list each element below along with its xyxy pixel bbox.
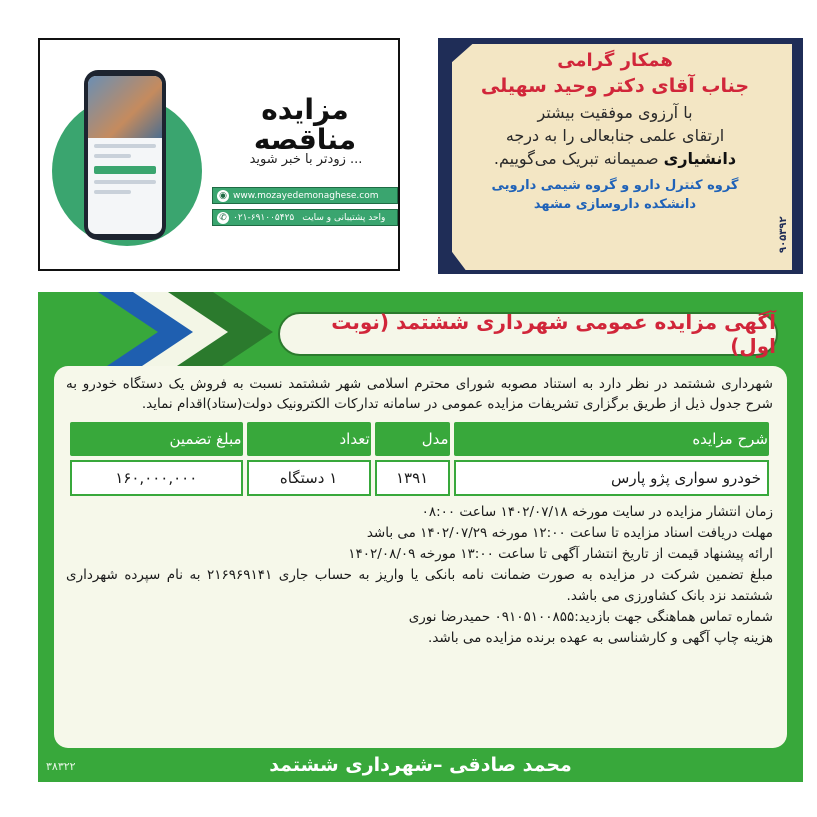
- chevron-decoration: [38, 292, 298, 372]
- congratulation-ad: [438, 38, 803, 274]
- phone-icon: ✆: [217, 212, 229, 224]
- wish-line: با آرزوی موفقیت بیشتر: [537, 103, 693, 122]
- notice-reference-code: ۳۸۳۲۲: [46, 760, 76, 773]
- cell-description: خودرو سواری پژو پارس: [454, 460, 769, 496]
- header-guarantee: مبلغ تضمین: [70, 422, 243, 456]
- greeting: همکار گرامی: [557, 50, 673, 71]
- mozayede-monaghese-ad[interactable]: [38, 38, 400, 271]
- brand-logo: [230, 95, 380, 155]
- header-model: مدل: [375, 422, 450, 456]
- notice-title: آگهی مزایده عمومی شهرداری ششتمد (نوبت اول): [278, 312, 778, 356]
- phone-row[interactable]: [212, 209, 398, 226]
- header-description: شرح مزایده: [454, 422, 769, 456]
- rank-word: دانشیاری: [663, 149, 737, 168]
- notice-body: [54, 366, 787, 748]
- promotion-line: ارتقای علمی جنابعالی را به درجه: [505, 126, 725, 145]
- auction-notice: [38, 292, 803, 782]
- phone-label: واحد پشتیبانی و سایت: [302, 212, 386, 223]
- tagline: زودتر با خبر شوید ...: [249, 152, 363, 167]
- info-bid-deadline: ارائه پیشنهاد قیمت از تاریخ انتشار آگهی تا ساعت ۱۳:۰۰ مورخه ۱۴۰۲/۰۸/۰۹: [348, 546, 773, 562]
- auction-items-table: [66, 418, 773, 500]
- recipient-name: جناب آقای دکتر وحید سهیلی: [480, 75, 750, 97]
- notice-intro: شهرداری ششتمد در نظر دارد به استناد مصوبه شورای محترم اسلامی شهر ششتمد نسبت به فروش یک دستگاه خودرو به شرح جدول ذیل از طریق برگزاری تشریفات مزایده عمومی در سامانه تدارکات الکترونیک دولت(ستاد)اقدام نماید.: [66, 376, 773, 412]
- logo-line-1: مزایده: [261, 93, 349, 126]
- signature-faculty: دانشکده داروسازی مشهد: [533, 197, 697, 212]
- cell-guarantee: ۱۶۰,۰۰۰,۰۰۰: [70, 460, 243, 496]
- table-header-row: [70, 422, 769, 456]
- notice-signature: محمد صادقی –شهرداری ششتمد: [269, 754, 572, 776]
- congrats-rest: صمیمانه تبریک می‌گوییم.: [493, 149, 664, 168]
- website-link[interactable]: www.mozayedemonaghese.com: [233, 190, 379, 201]
- logo-line-2: مناقصه: [253, 123, 357, 156]
- signature-groups: گروه کنترل دارو و گروه شیمی دارویی: [491, 178, 739, 193]
- cell-model: ۱۳۹۱: [375, 460, 450, 496]
- phone-number[interactable]: ۰۲۱-۶۹۱۰۰۵۴۲۵: [233, 212, 295, 223]
- table-row: [70, 460, 769, 496]
- globe-icon: ◉: [217, 190, 229, 202]
- info-costs: هزینه چاپ آگهی و کارشناسی به عهده برنده مزایده می باشد.: [428, 630, 773, 646]
- congrats-line: [470, 149, 760, 168]
- info-documents-deadline: مهلت دریافت اسناد مزایده تا ساعت ۱۲:۰۰ مورخه ۱۴۰۲/۰۷/۲۹ می باشد: [366, 525, 773, 541]
- info-contact: شماره تماس هماهنگی جهت بازدید:۰۹۱۰۵۱۰۰۸۵۵ حمیدرضا نوری: [408, 609, 773, 625]
- ad-reference-number: ۹۰۵۳۹۲: [778, 216, 789, 253]
- info-publish-time: زمان انتشار مزایده در سایت مورخه ۱۴۰۲/۰۷/۱۸ ساعت ۰۸:۰۰: [421, 504, 773, 520]
- info-guarantee-payment: مبلغ تضمین شرکت در مزایده به صورت ضمانت نامه بانکی یا واریز به حساب جاری ۲۱۶۹۶۹۱۴۱ به نام سپرده شهرداری ششتمد نزد بانک کشاورزی می باشد.: [66, 567, 773, 604]
- website-row[interactable]: [212, 187, 398, 204]
- header-quantity: تعداد: [247, 422, 371, 456]
- cell-quantity: ۱ دستگاه: [247, 460, 371, 496]
- smartphone-illustration: [84, 70, 166, 240]
